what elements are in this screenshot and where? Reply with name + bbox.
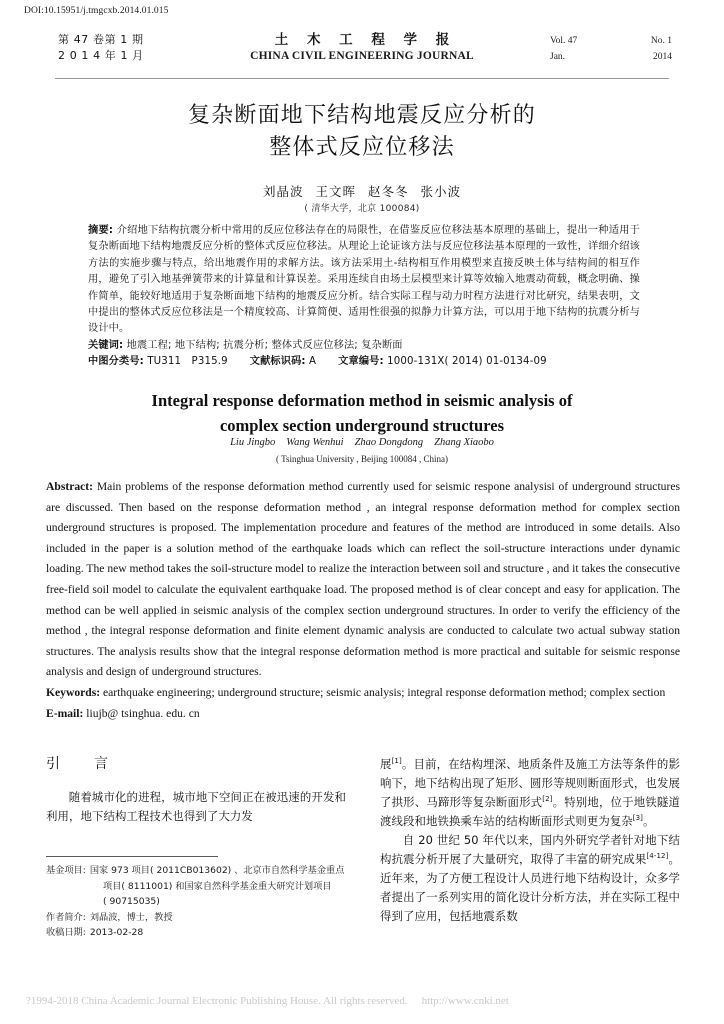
cnki-url[interactable]: http://www.cnki.net xyxy=(421,995,509,1007)
fund-value-line2: 项目( 8111001) 和国家自然科学基金重大研究计划项目 xyxy=(103,880,332,892)
english-keywords-label: Keywords: xyxy=(46,685,101,699)
fund-value: 国家 973 项目( 2011CB013602) 、北京市自然科学基金重点 xyxy=(89,865,345,876)
masthead-month-label: Jan. xyxy=(550,52,566,62)
body-paragraph-right-1 xyxy=(380,755,680,831)
doc-code-value: A xyxy=(309,356,317,368)
journal-name-cn: 土 木 工 程 学 报 xyxy=(274,32,457,48)
english-keywords-paragraph xyxy=(46,683,680,704)
body-paragraph-right-2 xyxy=(380,831,680,926)
footnote-divider xyxy=(46,856,218,857)
author-en-2: Wang Wenhui xyxy=(286,437,344,448)
author-list-cn xyxy=(0,182,724,200)
footnote-fund-row xyxy=(46,863,346,879)
body-column-left xyxy=(46,755,346,826)
body-right-1-a: 展 xyxy=(380,757,392,771)
email-label: E-mail: xyxy=(46,706,84,720)
chinese-keywords-text: 地震工程; 地下结构; 抗震分析; 整体式反应位移法; 复杂断面 xyxy=(123,339,403,351)
chinese-keywords-label: 关键词: xyxy=(88,339,124,351)
author-cn-1: 刘晶波 xyxy=(262,184,304,199)
author-cn-4: 张小波 xyxy=(420,184,462,199)
email-value: liujb@ tsinghua. edu. cn xyxy=(83,706,200,720)
clc-label: 中图分类号: xyxy=(88,356,144,368)
received-date-value: 2013-02-28 xyxy=(89,927,144,939)
english-keywords-text: earthquake engineering; underground structure; seismic analysis; integral response deformation method; complex section xyxy=(100,685,666,699)
body-right-1-d: 。 xyxy=(643,814,655,828)
chinese-abstract-block xyxy=(88,223,640,371)
footnote-block xyxy=(46,856,346,941)
citation-ref-3: [3] xyxy=(632,814,644,823)
body-right-1-b: 。目前，在结构埋深、地质条件及施工方法等条件的影响下，地下结构出现了矩形、圆形等规则断面形式，也发展了拱形、马蹄形等复杂断面形式 xyxy=(380,757,680,809)
english-abstract-text: Main problems of the response deformation method currently used for seismic respone analysisi of underground structures are discussed. Then based on the response deformation method , an integral response deformation method for complex section underground structures is proposed. The implementation procedure and features of the method are introduced in some details. Also included in the paper is a solution method of the earthquake loads which can reflect the soil-structure interactions under dynamic loading. The new method takes the soil-structure model to realize the interaction between soil and structure , and it takes the consecutive free-field soil model to calculate the equivalent earthquake load. The proposed method is of clear concept and easy for application. The method can be well applied in seismic analysis of the complex section underground structures. In order to verify the efficiency of the method , the integral response deformation and finite element dynamic analysis are conducted to calculate two actual subway station structures. The analysis results show that the integral response deformation method is more practical and suitable for seismic response analysis and design of underground structures. xyxy=(46,480,680,679)
page-title-cn xyxy=(0,100,724,164)
affiliation-en: ( Tsinghua University , Beijing 100084 , China) xyxy=(276,454,448,464)
clc-value: TU311 P315.9 xyxy=(147,356,228,368)
copyright-text: ?1994-2018 China Academic Journal Electronic Publishing House. All rights reserved. xyxy=(26,995,408,1007)
chinese-abstract-label: 摘要: xyxy=(88,225,114,236)
masthead-date-cn: 2 0 1 4 年 1 月 xyxy=(58,49,144,62)
author-cn-3: 赵冬冬 xyxy=(368,184,409,199)
title-en-line1: Integral response deformation method in seismic analysis of xyxy=(151,391,573,410)
masthead-year-label: 2014 xyxy=(653,52,672,62)
email-paragraph xyxy=(46,704,680,725)
body-column-right xyxy=(380,755,680,926)
journal-name-en: CHINA CIVIL ENGINEERING JOURNAL xyxy=(250,50,474,62)
author-list-en xyxy=(0,437,724,448)
body-paragraph-left-1: 随着城市化的进程，城市地下空间正在被迅速的开发和利用，地下结构工程技术也得到了大力发 xyxy=(46,790,346,823)
author-bio-value: 刘晶波，博士，教授 xyxy=(89,911,173,923)
chinese-abstract-paragraph xyxy=(88,223,640,338)
masthead-divider xyxy=(55,78,669,79)
citation-ref-1: [1] xyxy=(391,757,402,766)
english-abstract-block xyxy=(46,477,680,724)
title-cn-line2: 整体式反应位移法 xyxy=(269,135,455,160)
title-cn-line1: 复杂断面地下结构地震反应分析的 xyxy=(187,103,536,128)
fund-value-line3: ( 90715035) xyxy=(103,896,160,908)
page-title-en xyxy=(70,388,654,438)
masthead-volume-number xyxy=(550,33,672,65)
cnki-copyright-footer xyxy=(26,995,509,1007)
masthead-volume-issue-cn: 第 47 卷第 1 期 xyxy=(58,33,144,46)
article-id-value: 1000-131X( 2014) 01-0134-09 xyxy=(387,356,547,368)
body-right-1-c: 。特别地，位于地铁隧道渡线段和地铁换乘车站的结构断面形式则更为复杂 xyxy=(380,795,680,828)
title-en-line2: complex section underground structures xyxy=(219,416,504,435)
english-abstract-paragraph xyxy=(46,477,680,683)
affiliation-cn: ( 清华大学，北京 100084) xyxy=(304,204,420,214)
body-right-2-b: 。近年来，为了方便工程设计人员进行地下结构设计，众多学者提出了一系列实用的简化设计分析方法，并在实际工程中得到了应用，包括地震系数 xyxy=(380,852,680,923)
journal-masthead xyxy=(52,32,672,76)
author-en-1: Liu Jingbo xyxy=(230,437,276,448)
article-id-label: 文章编号: xyxy=(338,356,384,368)
masthead-vol-label: Vol. 47 xyxy=(550,36,578,46)
doc-code-label: 文献标识码: xyxy=(249,356,306,368)
footnote-received-row xyxy=(46,925,346,941)
author-cn-2: 王文晖 xyxy=(315,184,356,199)
received-date-label: 收稿日期: xyxy=(46,927,86,939)
section-heading-introduction: 引 言 xyxy=(46,756,118,772)
citation-ref-2: [2] xyxy=(542,795,553,804)
author-bio-label: 作者简介: xyxy=(46,911,86,923)
chinese-abstract-text: 介绍地下结构抗震分析中常用的反应位移法存在的局限性，在借鉴反应位移法基本原理的基础上，提出一种适用于复杂断面地下结构地震反应分析的整体式反应位移法。从理论上论证该方法与反应位移法基本原理的一致性，详细介绍该方法的实施步骤与特点，给出地震作用的求解方法。该方法采用土-结构相互作用模型来直接反映土体与结构间的相互作用，避免了引入地基弹簧带来的计算量和计算误差。采用连续自由场土层模型来计算等效输入地震动荷载，概念明确、操作简单，能较好地适用于复杂断面地下结构的地震反应分析。结合实际工程与动力时程方法进行对比研究，结果表明，文中提出的整体式反应位移法是一个精度较高、计算简便、适用性很强的拟静力计算方法，可以用于地下结构的抗震分析与设计中。 xyxy=(88,225,640,335)
chinese-keywords-paragraph xyxy=(88,338,640,354)
citation-ref-4: [4-12] xyxy=(646,852,669,861)
body-right-2-a: 自 20 世纪 50 年代以来，国内外研究学者针对地下结构抗震分析开展了大量研究，取得了丰富的研究成果 xyxy=(380,833,680,866)
masthead-no-label: No. 1 xyxy=(650,36,672,46)
footnote-author-row xyxy=(46,910,346,926)
chinese-classification-line xyxy=(88,354,640,370)
doi-line: DOI:10.15951/j.tmgcxb.2014.01.015 xyxy=(24,6,169,16)
author-en-3: Zhao Dongdong xyxy=(354,437,424,448)
fund-label: 基金项目: xyxy=(46,865,86,876)
english-abstract-label: Abstract: xyxy=(46,480,94,493)
author-en-4: Zhang Xiaobo xyxy=(434,437,494,448)
